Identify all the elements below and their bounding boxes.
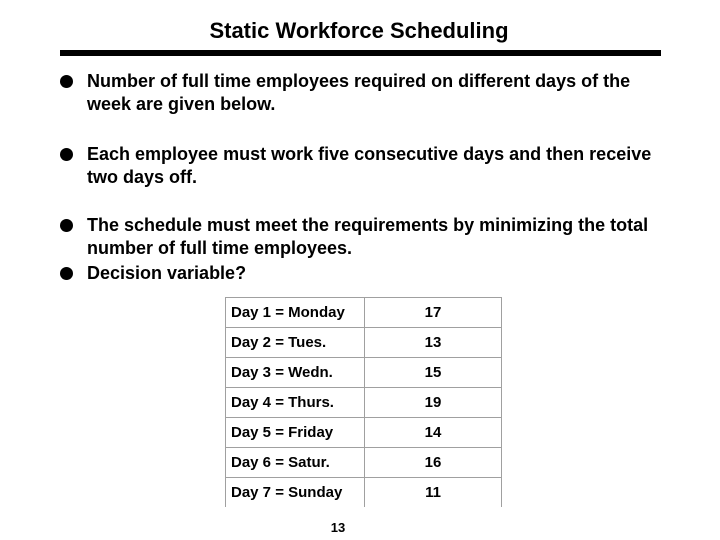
- requirement-cell: 13: [365, 328, 502, 358]
- requirement-cell: 14: [365, 418, 502, 448]
- requirement-cell: 17: [365, 298, 502, 328]
- day-cell: Day 7 = Sunday: [226, 478, 365, 508]
- requirement-cell: 19: [365, 388, 502, 418]
- table-row: [226, 448, 502, 478]
- bullet-text: Each employee must work five consecutive days and then receive two days off.: [87, 144, 652, 187]
- table-row: [226, 358, 502, 388]
- day-cell: Day 6 = Satur.: [226, 448, 365, 478]
- page-number: 13: [330, 520, 346, 535]
- staff-requirements-table: [225, 297, 502, 507]
- day-cell: Day 3 = Wedn.: [226, 358, 365, 388]
- title-divider: [60, 50, 661, 56]
- bullet-text: The schedule must meet the requirements by minimizing the total number of full time employees.: [87, 215, 649, 258]
- table-row: [226, 478, 502, 508]
- requirement-cell: 16: [365, 448, 502, 478]
- bullet-item: [60, 70, 670, 116]
- day-cell: Day 1 = Monday: [226, 298, 365, 328]
- bullet-dot-icon: [60, 148, 73, 161]
- bullet-item: [60, 262, 670, 285]
- bullet-item: [60, 143, 670, 189]
- slide-title: Static Workforce Scheduling: [209, 18, 509, 43]
- table-row: [226, 418, 502, 448]
- table-row: [226, 388, 502, 418]
- day-cell: Day 5 = Friday: [226, 418, 365, 448]
- bullet-dot-icon: [60, 267, 73, 280]
- requirement-cell: 15: [365, 358, 502, 388]
- bullet-text: Number of full time employees required on different days of the week are given below.: [87, 71, 631, 114]
- day-cell: Day 4 = Thurs.: [226, 388, 365, 418]
- bullet-text: Decision variable?: [87, 263, 247, 283]
- bullet-item: [60, 214, 670, 260]
- table-row: [226, 298, 502, 328]
- requirement-cell: 11: [365, 478, 502, 508]
- day-cell: Day 2 = Tues.: [226, 328, 365, 358]
- table-row: [226, 328, 502, 358]
- bullet-dot-icon: [60, 75, 73, 88]
- bullet-dot-icon: [60, 219, 73, 232]
